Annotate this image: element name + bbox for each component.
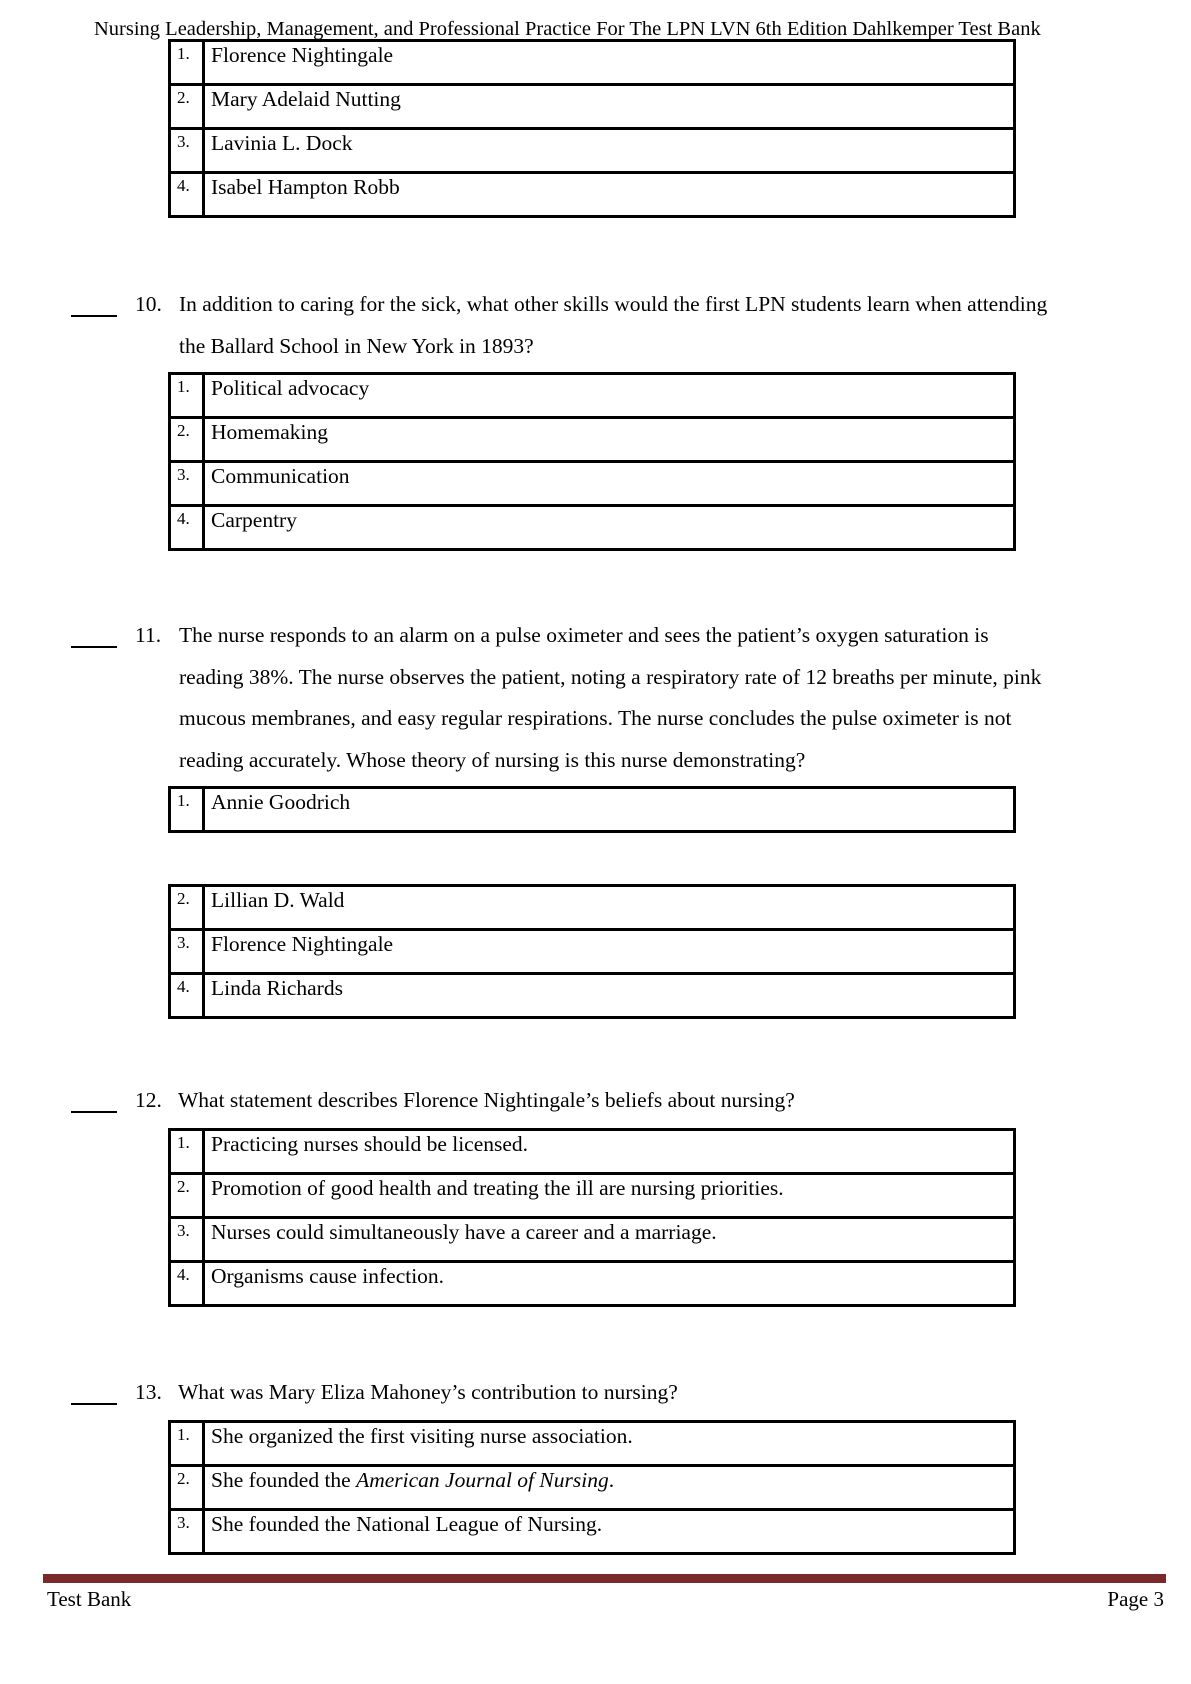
question-line: What statement describes Florence Nightingale’s beliefs about nursing? — [178, 1088, 795, 1112]
option-number: 2. — [171, 1175, 205, 1216]
option-text: Isabel Hampton Robb — [211, 175, 400, 199]
options-table-q11a — [168, 786, 1016, 833]
footer-left-label: Test Bank — [47, 1587, 132, 1611]
question-line: mucous membranes, and easy regular respirations. The nurse concludes the pulse oximeter is not — [179, 706, 1012, 730]
option-row — [171, 972, 1013, 1016]
option-number: 1. — [171, 375, 205, 416]
option-row — [171, 1131, 1013, 1172]
question-text — [179, 284, 1159, 367]
question-line: The nurse responds to an alarm on a pulse oximeter and sees the patient’s oxygen saturation is — [179, 623, 989, 647]
options-table-q11b — [168, 884, 1016, 1019]
question-line: In addition to caring for the sick, what other skills would the first LPN students learn when attending — [179, 292, 1048, 316]
option-text: Carpentry — [211, 508, 297, 532]
options-table-q10 — [168, 372, 1016, 551]
option-text: Organisms cause infection. — [211, 1264, 445, 1288]
option-text: Practicing nurses should be licensed. — [211, 1132, 529, 1156]
question-line: reading accurately. Whose theory of nursing is this nurse demonstrating? — [179, 747, 806, 772]
option-row — [171, 83, 1013, 127]
option-row — [171, 1508, 1013, 1552]
option-row — [171, 171, 1013, 215]
option-text: Florence Nightingale — [211, 43, 394, 67]
option-text-part: . — [608, 1468, 615, 1492]
option-text: Homemaking — [211, 420, 329, 444]
option-row — [171, 887, 1013, 928]
journal-title: American Journal of Nursing — [356, 1468, 609, 1492]
question-line: reading 38%. The nurse observes the patient, noting a respiratory rate of 12 breaths per minute, pink — [179, 664, 1042, 689]
option-number: 3. — [171, 1511, 205, 1552]
answer-blank[interactable] — [71, 646, 117, 648]
option-text: Mary Adelaid Nutting — [211, 87, 401, 111]
option-row — [171, 127, 1013, 171]
options-table-prev — [168, 39, 1016, 218]
question-text — [178, 1372, 1158, 1414]
option-row — [171, 1464, 1013, 1508]
option-text: Promotion of good health and treating the ill are nursing priorities. — [211, 1176, 784, 1200]
option-row — [171, 42, 1013, 83]
option-text: She organized the first visiting nurse association. — [211, 1424, 633, 1448]
option-text-part: She founded the — [211, 1468, 357, 1492]
option-text: She founded the National League of Nursing. — [211, 1512, 603, 1536]
question-line: What was Mary Eliza Mahoney’s contribution to nursing? — [178, 1380, 678, 1404]
question-number: 13. — [135, 1380, 162, 1404]
page-header: Nursing Leadership, Management, and Professional Practice For The LPN LVN 6th Edition Dahlkemper Test Bank — [94, 18, 1041, 40]
question-number: 11. — [135, 623, 162, 647]
answer-blank[interactable] — [71, 1403, 117, 1405]
question-number: 12. — [135, 1088, 162, 1112]
option-number: 2. — [171, 419, 205, 460]
option-row — [171, 1172, 1013, 1216]
options-table-q13 — [168, 1420, 1016, 1555]
option-number: 3. — [171, 1219, 205, 1260]
option-text: Political advocacy — [211, 376, 370, 400]
option-number: 4. — [171, 975, 205, 1016]
option-row — [171, 1423, 1013, 1464]
option-number: 1. — [171, 789, 205, 830]
option-text: Florence Nightingale — [211, 932, 394, 956]
option-text — [205, 1467, 1013, 1508]
answer-blank[interactable] — [71, 1111, 117, 1113]
option-row — [171, 1216, 1013, 1260]
question-number: 10. — [135, 292, 162, 316]
option-number: 4. — [171, 507, 205, 548]
option-number: 3. — [171, 931, 205, 972]
option-row — [171, 1260, 1013, 1304]
option-text: Nurses could simultaneously have a career and a marriage. — [211, 1220, 717, 1244]
page-number: Page 3 — [1107, 1587, 1164, 1611]
option-number: 2. — [171, 1467, 205, 1508]
question-line: the Ballard School in New York in 1893? — [179, 333, 534, 358]
option-text: Linda Richards — [211, 976, 343, 1000]
option-number: 3. — [171, 463, 205, 504]
option-row — [171, 789, 1013, 830]
option-number: 3. — [171, 130, 205, 171]
footer-rule — [43, 1574, 1166, 1583]
option-row — [171, 375, 1013, 416]
option-number: 1. — [171, 42, 205, 83]
option-row — [171, 504, 1013, 548]
option-number: 1. — [171, 1131, 205, 1172]
option-row — [171, 460, 1013, 504]
option-number: 1. — [171, 1423, 205, 1464]
option-number: 4. — [171, 1263, 205, 1304]
option-row — [171, 416, 1013, 460]
option-number: 4. — [171, 174, 205, 215]
option-number: 2. — [171, 86, 205, 127]
option-number: 2. — [171, 887, 205, 928]
answer-blank[interactable] — [71, 315, 117, 317]
option-text: Lillian D. Wald — [211, 888, 345, 912]
option-row — [171, 928, 1013, 972]
option-text: Lavinia L. Dock — [211, 131, 353, 155]
options-table-q12 — [168, 1128, 1016, 1307]
question-text — [179, 615, 1159, 781]
option-text: Communication — [211, 464, 350, 488]
option-text: Annie Goodrich — [211, 790, 351, 814]
question-text — [178, 1080, 1158, 1122]
